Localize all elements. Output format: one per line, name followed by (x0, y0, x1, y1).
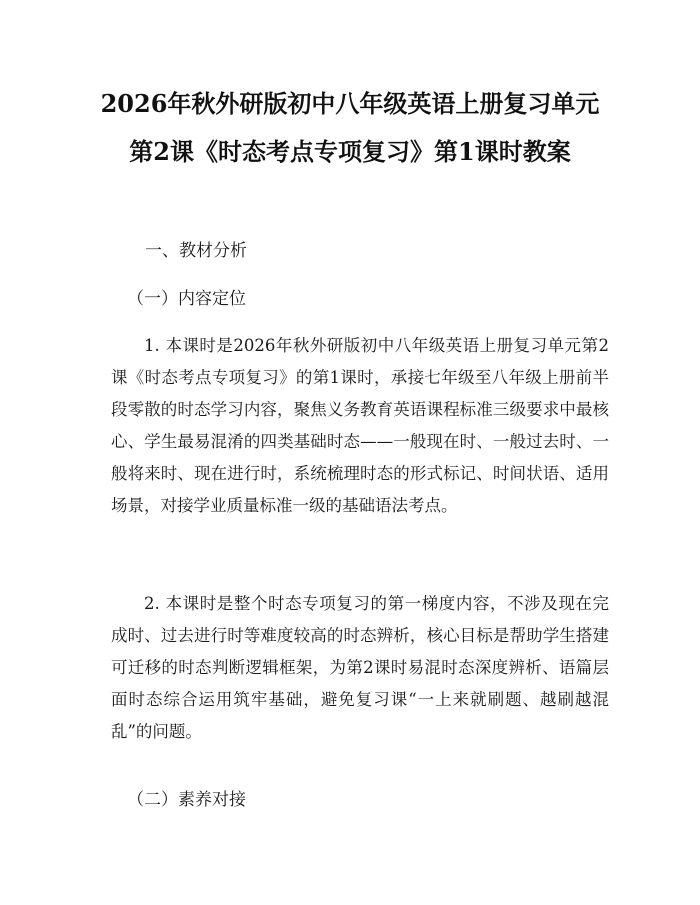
paragraph-content-positioning-2: 2. 本课时是整个时态专项复习的第一梯度内容，不涉及现在完成时、过去进行时等难度较高的时态辨析，核心目标是帮助学生搭建可迁移的时态判断逻辑框架，为第2课时易混时态深度辨析、语篇层面时态综合运用筑牢基础，避免复习课“一上来就刷题、越刷越混乱”的问题。 (111, 594, 609, 741)
paragraph-content-positioning-1: 1. 本课时是2026年秋外研版初中八年级英语上册复习单元第2课《时态考点专项复习》的第1课时，承接七年级至八年级上册前半段零散的时态学习内容，聚焦义务教育英语课程标准三级要求中最核心、学生最易混淆的四类基础时态——一般现在时、一般过去时、一般将来时、现在进行时，系统梳理时态的形式标记、时间状语、适用场景，对接学业质量标准一级的基础语法考点。 (111, 336, 609, 515)
section-heading-textbook-analysis: 一、教材分析 (145, 241, 247, 261)
subsection-heading-content-positioning: （一）内容定位 (127, 289, 246, 309)
subsection-heading-literacy-connection: （二）素养对接 (127, 790, 246, 810)
document-title: 2026年秋外研版初中八年级英语上册复习单元第2课《时态考点专项复习》第1课时教案 (100, 89, 600, 166)
